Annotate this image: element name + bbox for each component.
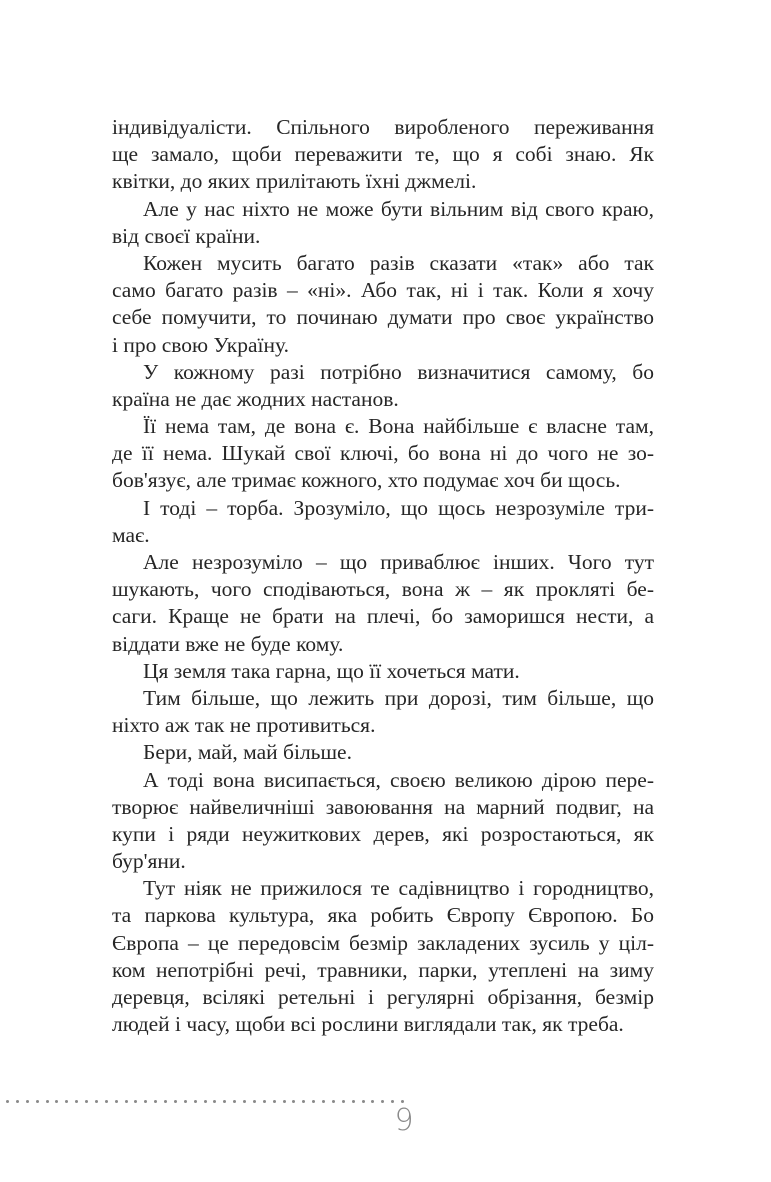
text-line: деревця, всілякі ретельні і регулярні обрізання, безмір: [112, 985, 654, 1009]
dotted-leader: [6, 1097, 404, 1105]
leader-dot: [233, 1100, 236, 1103]
leader-dot: [273, 1100, 276, 1103]
leader-dot: [332, 1100, 335, 1103]
text-line: Тут ніяк не прижилося те садівництво і городництво,: [143, 876, 654, 901]
text-line: віддати вже не буде кому.: [112, 631, 344, 656]
text-line: бур'яни.: [112, 849, 186, 874]
leader-dot: [115, 1100, 118, 1103]
paragraph: [112, 114, 654, 196]
leader-dot: [362, 1100, 365, 1103]
leader-dot: [125, 1100, 128, 1103]
paragraph: [112, 685, 654, 739]
leader-dot: [322, 1100, 325, 1103]
text-line: купи і ряди неужиткових дерев, які розростаються, як: [112, 821, 654, 846]
leader-dot: [283, 1100, 286, 1103]
text-line: Але незрозуміло – що приваблює інших. Чого тут: [143, 550, 654, 574]
leader-dot: [194, 1100, 197, 1103]
leader-dot: [36, 1100, 39, 1103]
paragraph: [112, 739, 654, 766]
text-line: творює найвеличніші завоювання на марний подвиг, на: [112, 794, 654, 819]
leader-dot: [144, 1100, 147, 1103]
text-line: ком непотрібні речі, травники, парки, утеплені на зиму: [112, 957, 654, 982]
text-line: має.: [112, 522, 150, 547]
leader-dot: [342, 1100, 345, 1103]
leader-dot: [75, 1100, 78, 1103]
paragraph: [112, 196, 654, 250]
leader-dot: [371, 1100, 374, 1103]
text-line: бов'язує, але тримає кожного, хто подумає хоч би щось.: [112, 468, 621, 493]
page-number: 9: [394, 1103, 414, 1138]
paragraph: [112, 767, 654, 876]
paragraph: [112, 495, 654, 549]
leader-dot: [174, 1100, 177, 1103]
leader-dot: [6, 1100, 9, 1103]
body-text: [112, 114, 654, 1038]
text-line: ніхто аж так не противиться.: [112, 713, 376, 738]
paragraph: [112, 413, 654, 495]
text-line: Ця земля така гарна, що її хочеться мати.: [143, 658, 520, 683]
leader-dot: [95, 1100, 98, 1103]
paragraph: [112, 875, 654, 1038]
text-line: У кожному разі потрібно визначитися самому, бо: [143, 359, 654, 384]
leader-dot: [134, 1100, 137, 1103]
leader-dot: [184, 1100, 187, 1103]
leader-dot: [302, 1100, 305, 1103]
text-line: від своєї країни.: [112, 223, 261, 248]
leader-dot: [85, 1100, 88, 1103]
leader-dot: [243, 1100, 246, 1103]
leader-dot: [381, 1100, 384, 1103]
text-line: шукають, чого сподіваються, вона ж – як прокляті бе-: [112, 577, 654, 602]
leader-dot: [263, 1100, 266, 1103]
text-line: країна не дає жодних настанов.: [112, 386, 399, 411]
leader-dot: [352, 1100, 355, 1103]
text-line: Її нема там, де вона є. Вона найбільше є власне там,: [143, 414, 654, 439]
leader-dot: [55, 1100, 58, 1103]
text-line: Бери, май, май більше.: [143, 740, 352, 765]
text-line: себе помучити, то починаю думати про своє українство: [112, 305, 654, 330]
text-line: квітки, до яких прилітають їхні джмелі.: [112, 169, 477, 194]
text-line: Європа – це передовсім безмір закладених зусиль у ціл-: [112, 930, 654, 955]
text-line: Але у нас ніхто не може бути вільним від свого краю,: [143, 196, 654, 221]
leader-dot: [154, 1100, 157, 1103]
text-line: Тим більше, що лежить при дорозі, тим більше, що: [143, 685, 654, 710]
text-line: І тоді – торба. Зрозуміло, що щось незрозуміле три-: [143, 495, 654, 520]
text-line: само багато разів – «ні». Або так, ні і так. Коли я хочу: [112, 278, 654, 303]
leader-dot: [26, 1100, 29, 1103]
paragraph: [112, 549, 654, 658]
leader-dot: [46, 1100, 49, 1103]
leader-dot: [164, 1100, 167, 1103]
paragraph: [112, 359, 654, 413]
text-line: та паркова культура, яка робить Європу Європою. Бо: [112, 903, 654, 928]
leader-dot: [16, 1100, 19, 1103]
text-line: Кожен мусить багато разів сказати «так» або так: [143, 250, 654, 275]
text-line: і про свою Україну.: [112, 332, 289, 357]
leader-dot: [213, 1100, 216, 1103]
text-line: людей і часу, щоби всі рослини виглядали так, як треба.: [112, 1012, 624, 1037]
paragraph: [112, 250, 654, 359]
text-line: де її нема. Шукай свої ключі, бо вона ні до чого не зо-: [112, 441, 654, 466]
leader-dot: [223, 1100, 226, 1103]
leader-dot: [292, 1100, 295, 1103]
leader-dot: [204, 1100, 207, 1103]
text-line: ще замало, щоби переважити те, що я собі знаю. Як: [112, 142, 654, 167]
leader-dot: [105, 1100, 108, 1103]
leader-dot: [65, 1100, 68, 1103]
text-line: індивідуалісти. Спільного виробленого переживання: [112, 115, 654, 139]
paragraph: [112, 658, 654, 685]
leader-dot: [253, 1100, 256, 1103]
text-line: А тоді вона висипається, своєю великою дірою пере-: [143, 767, 654, 792]
leader-dot: [312, 1100, 315, 1103]
text-line: саги. Краще не брати на плечі, бо заморишся нести, а: [112, 604, 654, 629]
